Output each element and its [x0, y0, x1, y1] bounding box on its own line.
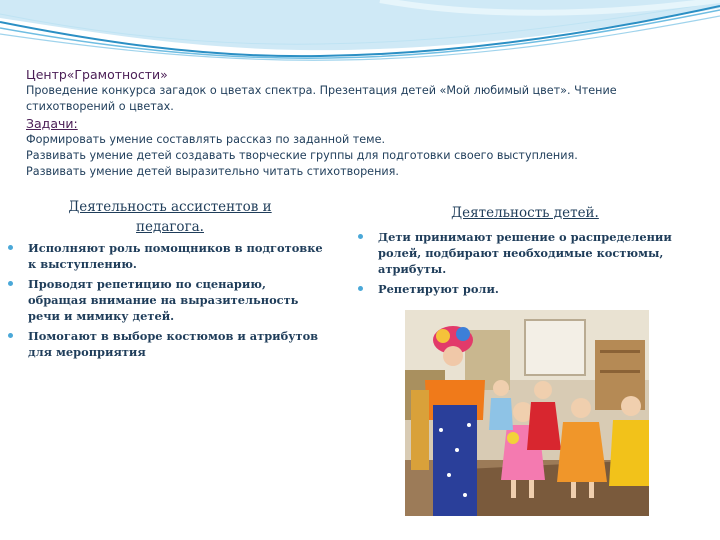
list-item-line: Дети принимают решение о распределении [378, 230, 672, 244]
list-item-line: для мероприятия [28, 345, 146, 359]
children-rehearsal-photo [405, 310, 649, 516]
list-item-line: Проводят репетицию по сценарию, [28, 277, 266, 291]
bullet-icon [358, 234, 363, 239]
tasks-heading: Задачи: [26, 116, 78, 131]
list-item [6, 328, 336, 360]
bullet-icon [358, 286, 363, 291]
list-item-line: к выступлению. [28, 257, 137, 271]
list-item-line: атрибуты. [378, 262, 447, 276]
header-block [26, 66, 666, 180]
task-line: Формировать умение составлять рассказ по заданной теме. [26, 133, 386, 146]
center-title: Центр«Грамотности» [26, 67, 168, 82]
left-title-line: педагога. [136, 219, 204, 235]
right-column-title: Деятельность детей. [451, 205, 599, 221]
list-item-line: Репетируют роли. [378, 282, 499, 296]
bullet-icon [8, 333, 13, 338]
left-column-list [6, 240, 336, 364]
list-item-line: ролей, подбирают необходимые костюмы, [378, 246, 664, 260]
list-item-line: Исполняют роль помощников в подготовке [28, 241, 323, 255]
right-column-list [356, 229, 701, 301]
task-line: Развивать умение детей создавать творческие группы для подготовки своего выступления. [26, 149, 578, 162]
left-column-title [40, 197, 300, 237]
photo-illustration [405, 310, 649, 516]
intro-line: стихотворений о цветах. [26, 100, 174, 113]
list-item [6, 240, 336, 272]
intro-line: Проведение конкурса загадок о цветах спектра. Презентация детей «Мой любимый цвет». Чтение [26, 84, 617, 97]
list-item [356, 229, 701, 277]
list-item-line: обращая внимание на выразительность [28, 293, 299, 307]
bullet-icon [8, 281, 13, 286]
list-item-line: речи и мимику детей. [28, 309, 175, 323]
list-item [356, 281, 701, 297]
task-line: Развивать умение детей выразительно читать стихотворения. [26, 165, 399, 178]
list-item-line: Помогают в выборе костюмов и атрибутов [28, 329, 319, 343]
bullet-icon [8, 245, 13, 250]
left-title-line: Деятельность ассистентов и [68, 199, 272, 215]
list-item [6, 276, 336, 324]
decorative-waves [0, 0, 720, 70]
